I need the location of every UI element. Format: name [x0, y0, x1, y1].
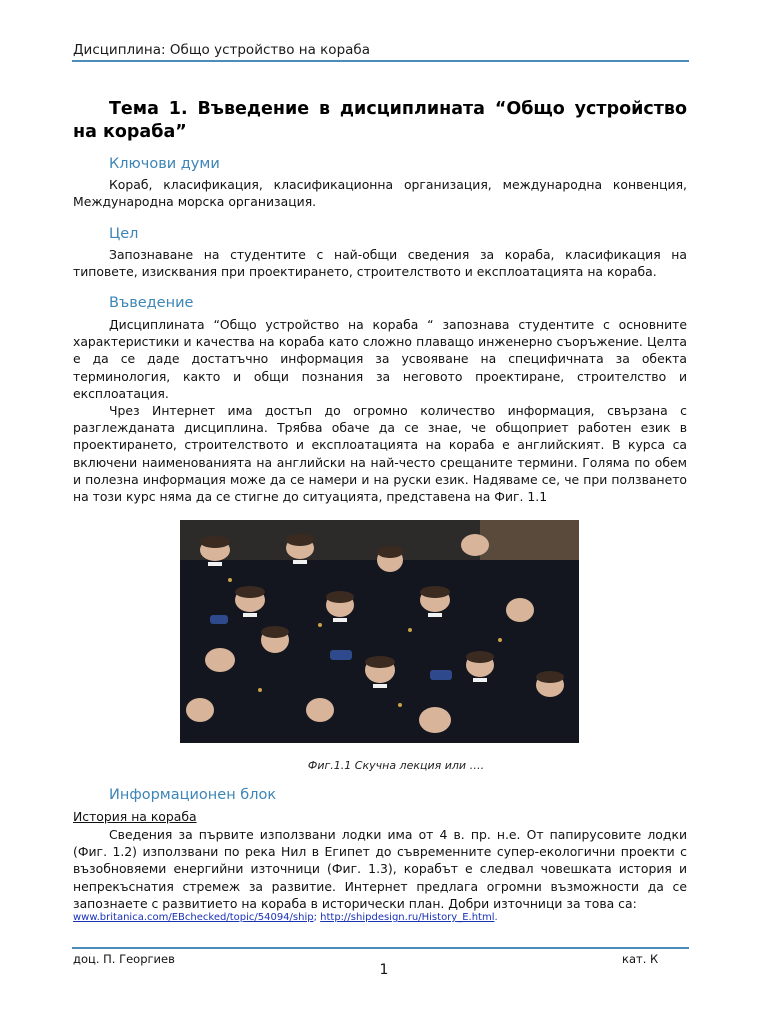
keywords-paragraph: Кораб, класификация, класификационна организация, международна конвенция, Международна морска организация. — [73, 177, 687, 210]
header-rule — [72, 60, 689, 62]
intro-paragraph-2: Чрез Интернет има достъп до огромно количество информация, свързана с разглежданата дисциплина. Трябва обаче да се знае, че общоприет работен език в проектирането, строителството и експлоатацията на кораба е английският. В курса са включени наименованията на английски на най-често срещаните термини. Голяма по обем и полезна информация може да се намери и на руски език. Надяваме се, че при ползването на този курс няма да се стигне до ситуацията, представена на Фиг. 1.1 — [73, 403, 687, 505]
footer-department: кат. К — [622, 952, 659, 966]
keywords-text — [73, 176, 687, 210]
photo-illustration — [180, 520, 579, 743]
britanica-link[interactable]: www.britanica.com/EBchecked/topic/54094/ship — [73, 912, 314, 923]
footer-author: доц. П. Георгиев — [73, 952, 175, 966]
history-subheading: История на кораба — [73, 809, 197, 824]
goal-heading: Цел — [109, 226, 139, 242]
goal-text — [73, 246, 687, 280]
shipdesign-link[interactable]: http://shipdesign.ru/History_E.html — [320, 912, 495, 923]
goal-paragraph: Запознаване на студентите с най-общи сведения за кораба, класификация на типовете, изисквания при проектирането, строителството и експлоатацията на кораба. — [73, 247, 687, 280]
figure-sleeping-cadets-photo — [180, 520, 579, 743]
source-links — [73, 912, 498, 923]
figure-caption: Фиг.1.1 Скучна лекция или …. — [307, 759, 485, 772]
link-separator: ; — [313, 912, 321, 923]
page-title: Тема 1. Въведение в дисциплината “Общо устройство на кораба” — [73, 99, 687, 142]
intro-heading: Въведение — [109, 295, 194, 311]
keywords-heading: Ключови думи — [109, 156, 220, 172]
history-text — [73, 826, 687, 912]
footer-rule — [72, 947, 689, 949]
history-paragraph: Сведения за първите използвани лодки има от 4 в. пр. н.е. От папирусовите лодки (Фиг. 1.2) използвани по река Нил в Египет до съвременните супер-екологични проекти с възобновяеми енергийни източници (Фиг. 1.3), корабът е следвал човешката история и непрекъснатия стремеж за развитие. Интернет предлага огромни възможности да се запознаете с развитието на кораба в исторически план. Добри източници за това са: — [73, 827, 687, 911]
intro-text — [73, 316, 687, 505]
running-header: Дисциплина: Общо устройство на кораба — [73, 42, 371, 58]
page-number: 1 — [379, 962, 389, 978]
link-end: . — [494, 912, 498, 923]
info-block-heading: Информационен блок — [109, 787, 277, 803]
intro-paragraph-1: Дисциплината “Общо устройство на кораба “ запознава студентите с основните характеристики и качества на кораба като сложно плаващо инженерно съоръжение. Целта е да се даде достатъчно информация за усвояване на специфичната за обекта терминология, както и общи познания за неговото проектиране, строителство и експлоатация. — [73, 317, 687, 401]
